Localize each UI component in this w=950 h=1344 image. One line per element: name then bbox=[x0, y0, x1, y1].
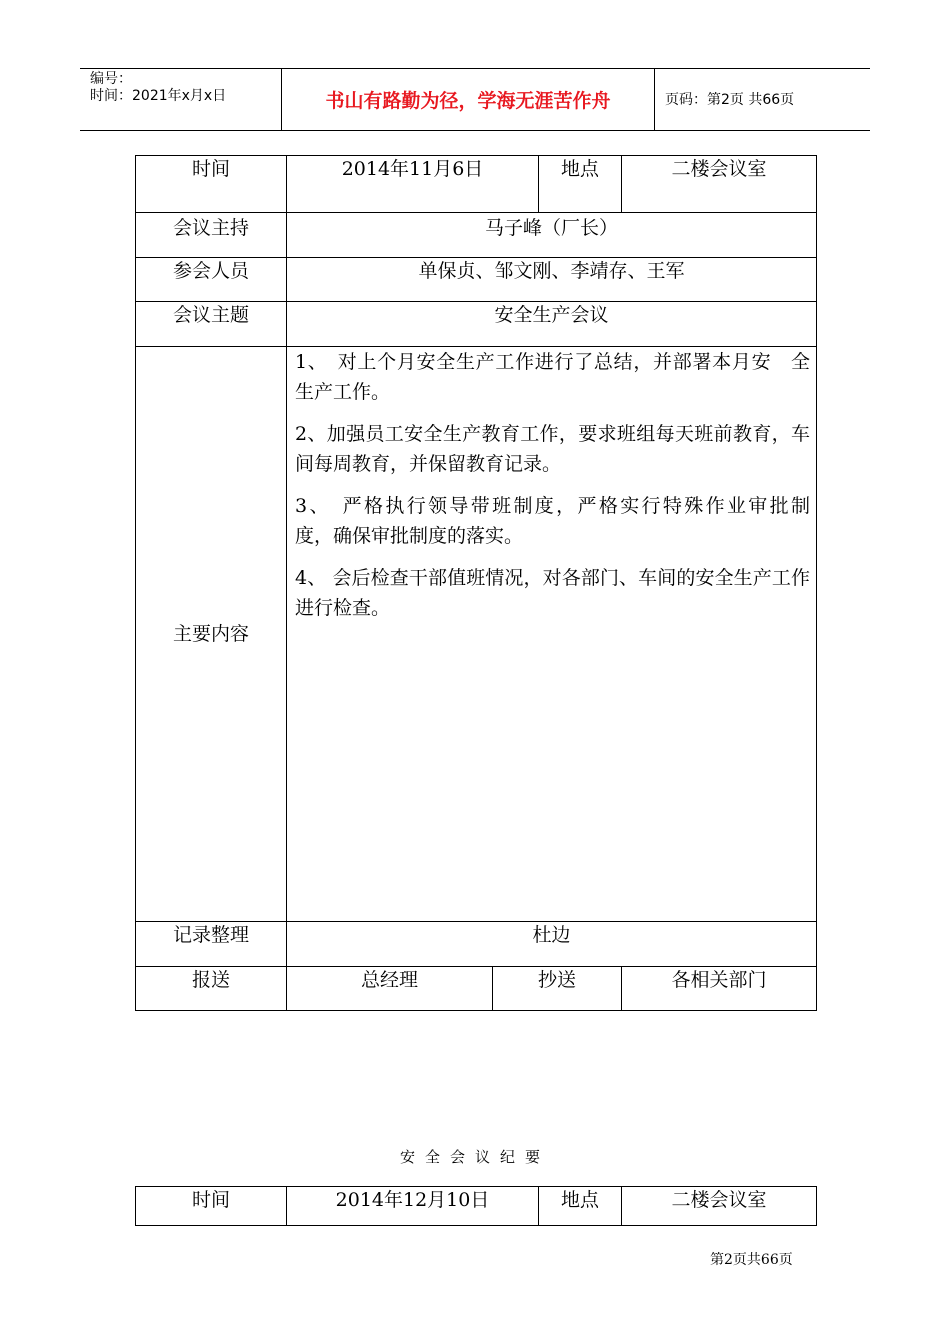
recorder-label-cell: 记录整理 bbox=[136, 922, 287, 967]
recorder-value-cell: 杜边 bbox=[287, 922, 817, 967]
content-item: 4、 会后检查干部值班情况，对各部门、车间的安全生产工作进行检查。 bbox=[295, 567, 811, 619]
header-motto: 书山有路勤为径，学海无涯苦作舟 bbox=[325, 90, 611, 112]
meeting-record-table-2 bbox=[135, 1186, 817, 1226]
meeting-record-table bbox=[135, 155, 830, 1011]
time-label-cell: 时间 bbox=[136, 1187, 287, 1226]
place-value-cell: 二楼会议室 bbox=[622, 1187, 817, 1226]
cc-value-cell: 各相关部门 bbox=[622, 967, 817, 1011]
place-label-cell: 地点 bbox=[539, 156, 622, 213]
content-label-cell: 主要内容 bbox=[136, 347, 287, 922]
time-label: 时间：2021年x月x日 bbox=[90, 88, 227, 104]
place-value-cell: 二楼会议室 bbox=[622, 156, 817, 213]
topic-value-cell: 安全生产会议 bbox=[287, 302, 817, 347]
content-value-cell bbox=[287, 347, 830, 922]
header-page-info: 页码：第2页 共66页 bbox=[665, 92, 795, 108]
attendees-label-cell: 参会人员 bbox=[136, 258, 287, 302]
time-value-cell: 2014年12月10日 bbox=[287, 1187, 539, 1226]
report-label-cell: 报送 bbox=[136, 967, 287, 1011]
code-label: 编号： bbox=[90, 71, 132, 87]
host-value-cell: 马子峰（厂长） bbox=[287, 213, 817, 258]
cc-label-cell: 抄送 bbox=[493, 967, 622, 1011]
host-label-cell: 会议主持 bbox=[136, 213, 287, 258]
section-title: 安全会议纪要 bbox=[399, 1148, 550, 1166]
page-footer: 第2页共66页 bbox=[710, 1252, 793, 1268]
header-meta bbox=[90, 71, 226, 105]
time-label-cell: 时间 bbox=[136, 156, 287, 213]
attendees-value-cell: 单保贞、邹文刚、李靖存、王军 bbox=[287, 258, 817, 302]
content-item: 1、 对上个月安全生产工作进行了总结，并部署本月安 全生产工作。 bbox=[295, 351, 811, 403]
header-divider bbox=[654, 69, 655, 130]
content-item: 3、 严格执行领导带班制度，严格实行特殊作业审批制 度，确保审批制度的落实。 bbox=[295, 495, 830, 547]
content-item: 2、加强员工安全生产教育工作，要求班组每天班前教育，车间每周教育，并保留教育记录。 bbox=[295, 423, 811, 475]
report-value-cell: 总经理 bbox=[287, 967, 493, 1011]
page-header bbox=[80, 68, 870, 131]
place-label-cell: 地点 bbox=[539, 1187, 622, 1226]
time-value-cell: 2014年11月6日 bbox=[287, 156, 539, 213]
topic-label-cell: 会议主题 bbox=[136, 302, 287, 347]
